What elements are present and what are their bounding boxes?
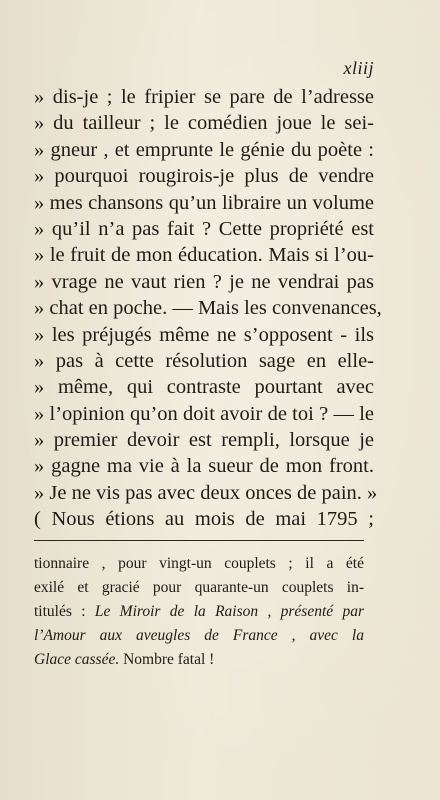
footnote-block [34,552,364,672]
footnote-line [34,648,364,672]
text-line: » du tailleur ; le comédien joue le sei- [34,112,374,135]
footnote-line: exilé et gracié pour quarante-un couplets in- [34,579,364,596]
text-line: » l’opinion qu’on doit avoir de toi ? — le [34,402,374,425]
text-line: » dis-je ; le fripier se pare de l’adresse [34,86,374,108]
italic-title: Le Miroir de la Raison , présenté par [94,603,365,620]
text-line: » chat en poche. — Mais les convenances, [34,297,382,320]
text-line: » gneur , et emprunte le génie du poète : [34,138,374,161]
footnote-line [34,600,364,624]
footnote-line [34,624,364,648]
text-line: » pourquoi rougirois-je plus de vendre [34,165,374,188]
text-line: » pas à cette résolution sage en elle- [34,349,374,372]
footnote-text: titulés : [34,603,95,620]
main-text-block [34,84,382,533]
text-line: » gagne ma vie à la sueur de mon front. [34,455,374,478]
text-line: » premier devoir est rempli, lorsque je [34,429,374,452]
footnote-line: tionnaire , pour vingt-un couplets ; il a été [34,555,364,572]
text-line: » même, qui contraste pourtant avec [34,376,374,399]
footnote-text: Nombre fatal ! [119,651,215,668]
text-line: » les préjugés même ne s’opposent - ils [34,323,374,346]
text-line: » mes chansons qu’un libraire un volume [34,191,374,214]
italic-title: Glace cassée. [34,651,120,668]
text-line: » Je ne vis pas avec deux onces de pain. » [34,481,378,504]
text-line: » le fruit de mon éducation. Mais si l’ou- [34,244,374,267]
italic-title: avec la [309,627,364,644]
text-line: » vrage ne vaut rien ? je ne vendrai pas [34,270,374,293]
footnote-text: , [277,627,310,644]
footnote-divider [34,540,364,541]
text-line: ( Nous étions au mois de mai 1795 ; [34,508,374,531]
text-line: » qu’il n’a pas fait ? Cette propriété est [34,217,374,240]
page-number: xliij [343,58,374,78]
italic-title: l’Amour aux aveugles de France [34,627,278,644]
